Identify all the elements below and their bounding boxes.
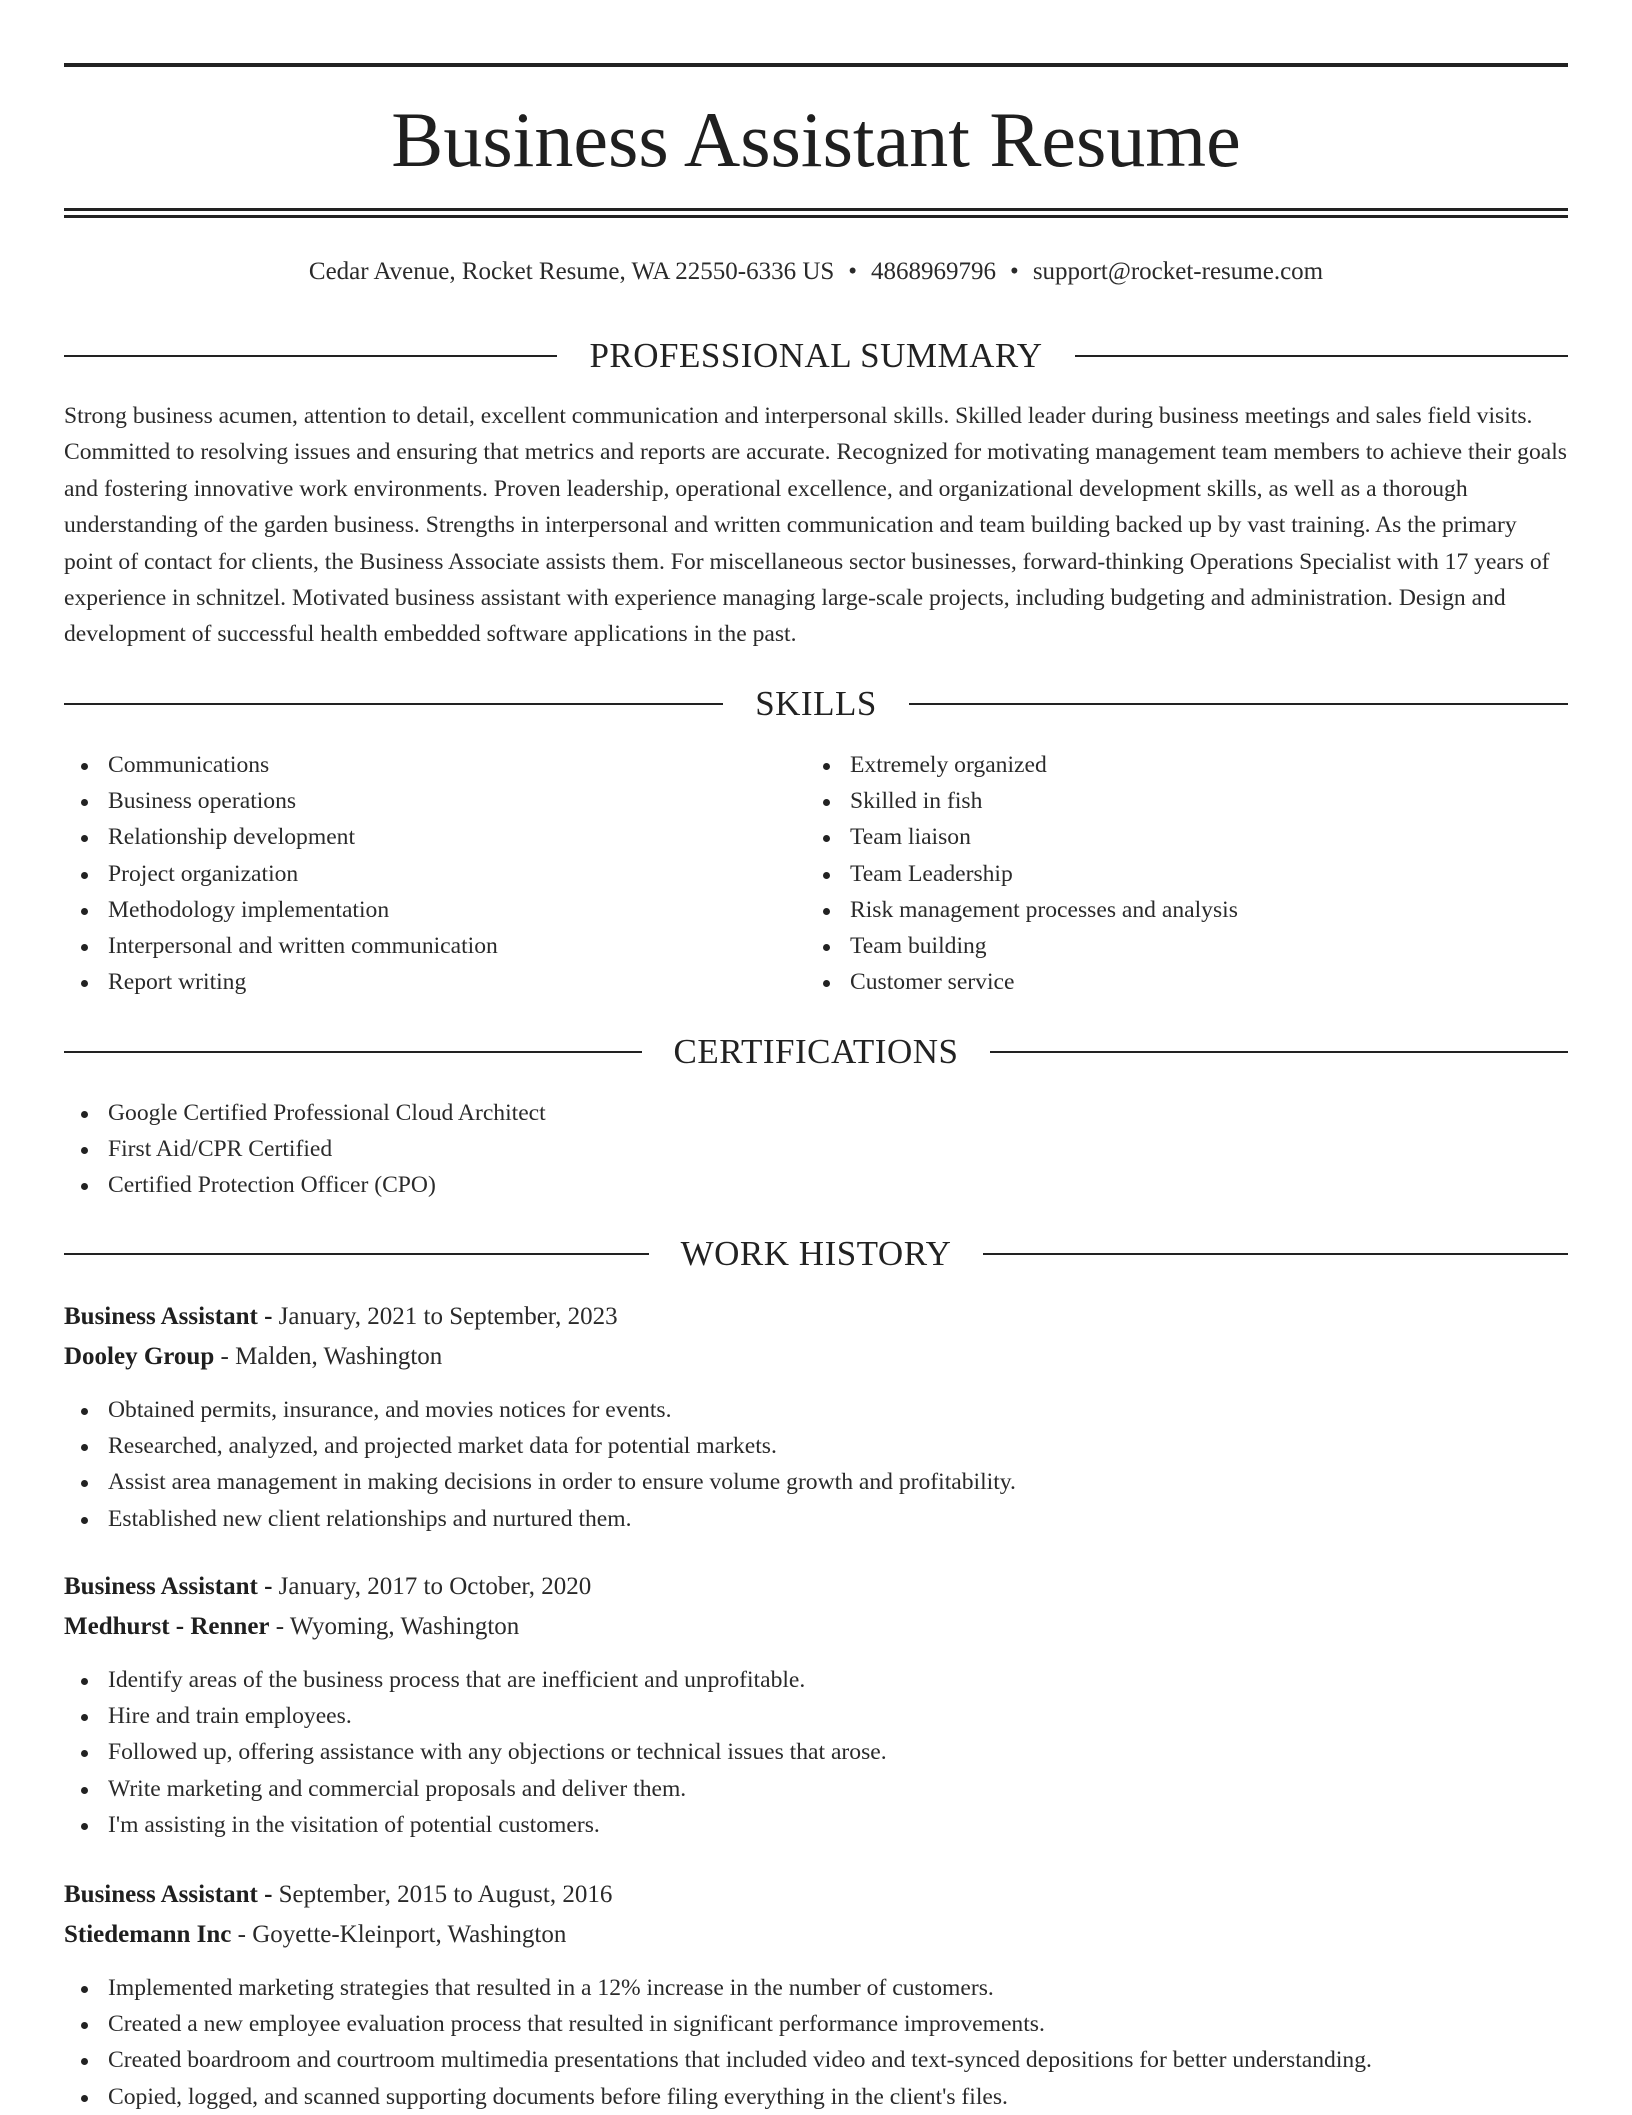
heading-rule-left <box>64 355 557 357</box>
skills-heading-label: SKILLS <box>755 684 877 723</box>
work-history-section-heading <box>64 1232 1568 1276</box>
certifications-section-heading <box>64 1030 1568 1074</box>
heading-rule-left <box>64 703 723 705</box>
skill-item: Communications <box>64 747 804 783</box>
job-company: Dooley Group <box>64 1343 215 1370</box>
job-title: Business Assistant <box>64 1303 258 1330</box>
job-dash: - <box>220 1343 229 1370</box>
contact-separator: • <box>848 258 858 285</box>
skills-list-left <box>64 747 804 1000</box>
skill-item: Extremely organized <box>806 747 1566 783</box>
skill-item: Risk management processes and analysis <box>806 892 1566 928</box>
job-company-line <box>64 1339 442 1375</box>
heading-rule-right <box>983 1253 1568 1255</box>
job-duty-item: Write marketing and commercial proposals and deliver them. <box>64 1771 1568 1807</box>
job-company-line <box>64 1917 566 1953</box>
job-dates: January, 2017 to October, 2020 <box>278 1573 592 1600</box>
heading-rule-right <box>1075 355 1568 357</box>
skill-item: Relationship development <box>64 819 804 855</box>
contact-line <box>64 254 1568 290</box>
job-duties-list <box>64 1392 1568 1537</box>
job-duty-item: Researched, analyzed, and projected market data for potential markets. <box>64 1428 1568 1464</box>
job-duty-item: Followed up, offering assistance with any objections or technical issues that arose. <box>64 1734 1568 1770</box>
skill-item: Team Leadership <box>806 856 1566 892</box>
skill-item: Team building <box>806 928 1566 964</box>
job-dash: - <box>264 1881 273 1908</box>
job-duty-item: Established new client relationships and nurtured them. <box>64 1501 1568 1537</box>
job-title: Business Assistant <box>64 1573 258 1600</box>
summary-heading-label: PROFESSIONAL SUMMARY <box>589 336 1043 375</box>
job-title: Business Assistant <box>64 1881 258 1908</box>
job-duty-item: Hire and train employees. <box>64 1698 1568 1734</box>
certification-item: Google Certified Professional Cloud Architect <box>64 1095 1568 1131</box>
certifications-list <box>64 1095 1568 1204</box>
skills-section-heading <box>64 682 1568 726</box>
skill-item: Team liaison <box>806 819 1566 855</box>
job-duties-list <box>64 1662 1568 1843</box>
job-dash: - <box>264 1573 273 1600</box>
summary-section-heading <box>64 334 1568 378</box>
skill-item: Methodology implementation <box>64 892 804 928</box>
contact-separator: • <box>1010 258 1019 285</box>
job-location: Malden, Washington <box>235 1343 443 1370</box>
job-dash: - <box>275 1613 285 1640</box>
job-company: Medhurst - Renner <box>64 1613 270 1640</box>
resume-title: Business Assistant Resume <box>391 96 1241 183</box>
job-duties-list <box>64 1970 1568 2115</box>
heading-rule-left <box>64 1253 649 1255</box>
job-dash: - <box>264 1303 273 1330</box>
job-location: Wyoming, Washington <box>289 1613 520 1640</box>
job-dates: September, 2015 to August, 2016 <box>278 1881 613 1908</box>
skills-list-right <box>806 747 1566 1000</box>
job-dash: - <box>237 1921 246 1948</box>
job-duty-item: Created a new employee evaluation process that resulted in significant performance improvements. <box>64 2006 1568 2042</box>
job-company: Stiedemann Inc <box>64 1921 232 1948</box>
contact-email: support@rocket-resume.com <box>1032 258 1324 285</box>
certifications-heading-label: CERTIFICATIONS <box>673 1032 959 1071</box>
skill-item: Project organization <box>64 856 804 892</box>
job-duty-item: Identify areas of the business process that are inefficient and unprofitable. <box>64 1662 1568 1698</box>
job-duty-item: Obtained permits, insurance, and movies notices for events. <box>64 1392 1568 1428</box>
skill-item: Report writing <box>64 964 804 1000</box>
contact-phone: 4868969796 <box>871 258 997 285</box>
skill-item: Business operations <box>64 783 804 819</box>
job-duty-item: Implemented marketing strategies that resulted in a 12% increase in the number of customers. <box>64 1970 1568 2006</box>
job-title-line <box>64 1877 612 1913</box>
contact-address: Cedar Avenue, Rocket Resume, WA 22550-6336 US <box>308 258 835 285</box>
job-duty-item: Copied, logged, and scanned supporting documents before filing everything in the client's files. <box>64 2079 1568 2115</box>
top-rule <box>64 63 1568 67</box>
skill-item: Skilled in fish <box>806 783 1566 819</box>
job-duty-item: I'm assisting in the visitation of potential customers. <box>64 1807 1568 1843</box>
job-duty-item: Created boardroom and courtroom multimedia presentations that included video and text-synced depositions for better understanding. <box>64 2042 1568 2078</box>
certification-item: Certified Protection Officer (CPO) <box>64 1167 1568 1203</box>
job-company-line <box>64 1609 519 1645</box>
job-location: Goyette-Kleinport, Washington <box>252 1921 567 1948</box>
job-dates: January, 2021 to September, 2023 <box>278 1303 618 1330</box>
skill-item: Customer service <box>806 964 1566 1000</box>
professional-summary-text: Strong business acumen, attention to detail, excellent communication and interpersonal skills. Skilled leader during business meetings and sales field visits. Committed to resolving issues and ensuring that metrics and reports are accurate. Recognized for motivating management team members to achieve their goals and fostering innovative work environments. Proven leadership, operational excellence, and organizational development skills, as well as a thorough understanding of the garden business. Strengths in interpersonal and written communication and team building backed up by vast training. As the primary point of contact for clients, the Business Associate assists them. For miscellaneous sector businesses, forward-thinking Operations Specialist with 17 years of experience in schnitzel. Motivated business assistant with experience managing large-scale projects, including budgeting and administration. Design and development of successful health embedded software applications in the past. <box>64 403 1567 648</box>
work-heading-label: WORK HISTORY <box>680 1234 952 1273</box>
heading-rule-left <box>64 1051 642 1053</box>
job-title-line <box>64 1299 618 1335</box>
certification-item: First Aid/CPR Certified <box>64 1131 1568 1167</box>
job-title-line <box>64 1569 591 1605</box>
title-double-rule <box>64 208 1568 218</box>
job-duty-item: Assist area management in making decisions in order to ensure volume growth and profitability. <box>64 1464 1568 1500</box>
skill-item: Interpersonal and written communication <box>64 928 804 964</box>
heading-rule-right <box>909 703 1568 705</box>
heading-rule-right <box>990 1051 1568 1053</box>
